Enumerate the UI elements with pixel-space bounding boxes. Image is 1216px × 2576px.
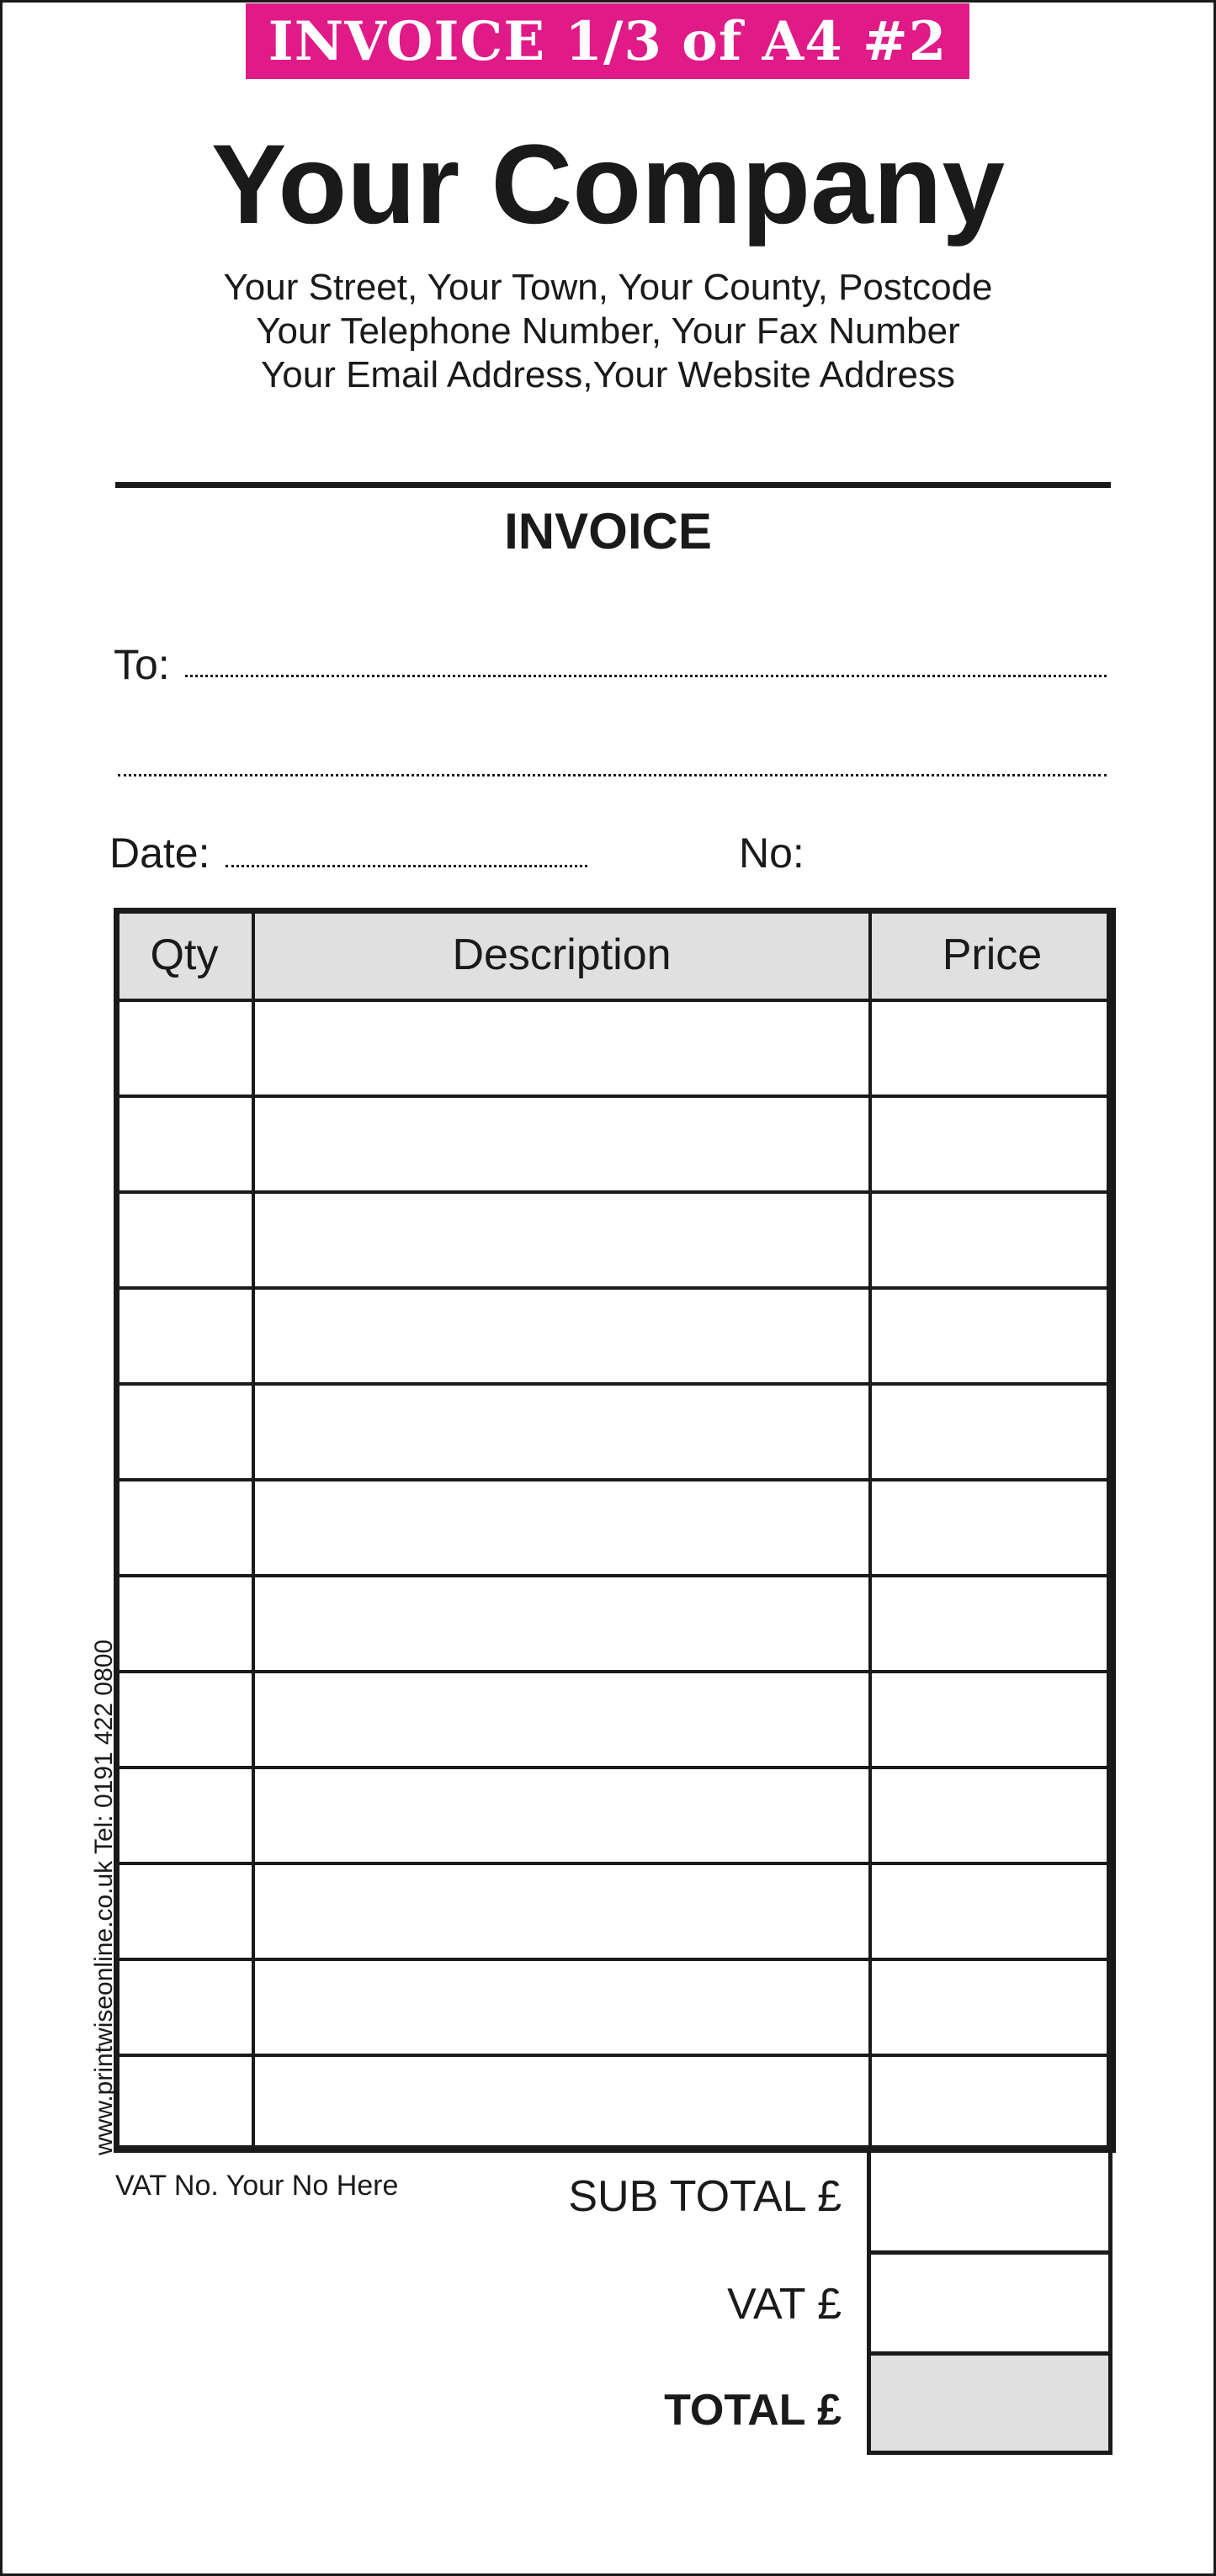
table-row bbox=[115, 1768, 1114, 1863]
total-label: TOTAL £ bbox=[664, 2386, 842, 2435]
header-divider bbox=[115, 482, 1111, 488]
number-label: No: bbox=[739, 830, 804, 877]
price-cell[interactable] bbox=[870, 1384, 1114, 1480]
table-row bbox=[115, 1576, 1114, 1672]
sub-total-box[interactable] bbox=[867, 2149, 1112, 2255]
price-cell[interactable] bbox=[870, 1480, 1114, 1576]
sub-total-label: SUB TOTAL £ bbox=[568, 2172, 842, 2221]
description-cell[interactable] bbox=[253, 1576, 870, 1672]
invoice-heading: INVOICE bbox=[504, 503, 712, 559]
total-box[interactable] bbox=[867, 2351, 1112, 2455]
description-cell[interactable] bbox=[253, 1768, 870, 1863]
price-cell[interactable] bbox=[870, 1192, 1114, 1288]
price-cell[interactable] bbox=[870, 1959, 1114, 2055]
qty-cell[interactable] bbox=[115, 1576, 253, 1672]
description-cell[interactable] bbox=[253, 1096, 870, 1192]
to-line-2[interactable] bbox=[118, 774, 1107, 777]
date-line[interactable] bbox=[226, 865, 587, 867]
qty-cell[interactable] bbox=[115, 1192, 253, 1288]
description-cell[interactable] bbox=[253, 1480, 870, 1576]
date-label: Date: bbox=[109, 830, 210, 877]
description-cell[interactable] bbox=[253, 1959, 870, 2055]
qty-cell[interactable] bbox=[115, 1288, 253, 1384]
description-cell[interactable] bbox=[253, 2055, 870, 2151]
to-line-1[interactable] bbox=[185, 675, 1107, 677]
price-cell[interactable] bbox=[870, 1768, 1114, 1863]
company-address-line: Your Street, Your Town, Your County, Postcode bbox=[223, 267, 993, 308]
price-cell[interactable] bbox=[870, 1863, 1114, 1959]
price-cell[interactable] bbox=[870, 1096, 1114, 1192]
printer-credit: www.printwiseonline.co.uk Tel: 0191 422 0800 bbox=[90, 1639, 118, 2155]
column-header-qty: Qty bbox=[115, 909, 253, 1000]
table-row bbox=[115, 1096, 1114, 1192]
price-cell[interactable] bbox=[870, 2055, 1114, 2151]
qty-cell[interactable] bbox=[115, 1096, 253, 1192]
price-cell[interactable] bbox=[870, 1576, 1114, 1672]
company-web-line: Your Email Address,Your Website Address bbox=[260, 354, 956, 395]
description-cell[interactable] bbox=[253, 1192, 870, 1288]
price-cell[interactable] bbox=[870, 1288, 1114, 1384]
to-label: To: bbox=[114, 641, 170, 688]
table-row bbox=[115, 1192, 1114, 1288]
price-cell[interactable] bbox=[870, 1000, 1114, 1096]
qty-cell[interactable] bbox=[115, 1863, 253, 1959]
column-header-description: Description bbox=[253, 909, 870, 1000]
description-cell[interactable] bbox=[253, 1863, 870, 1959]
table-row bbox=[115, 1959, 1114, 2055]
invoice-banner: INVOICE 1/3 of A4 #2 bbox=[246, 3, 969, 79]
table-row bbox=[115, 1480, 1114, 1576]
column-header-price: Price bbox=[870, 909, 1114, 1000]
company-name: Your Company bbox=[210, 122, 1006, 247]
company-contact-line: Your Telephone Number, Your Fax Number bbox=[256, 310, 960, 352]
vat-box[interactable] bbox=[867, 2250, 1112, 2356]
description-cell[interactable] bbox=[253, 1288, 870, 1384]
table-header-row bbox=[115, 909, 1114, 1000]
qty-cell[interactable] bbox=[115, 1000, 253, 1096]
vat-number: VAT No. Your No Here bbox=[115, 2170, 399, 2202]
description-cell[interactable] bbox=[253, 1672, 870, 1768]
line-items-table bbox=[114, 908, 1116, 2153]
qty-cell[interactable] bbox=[115, 1480, 253, 1576]
qty-cell[interactable] bbox=[115, 1768, 253, 1863]
description-cell[interactable] bbox=[253, 1000, 870, 1096]
qty-cell[interactable] bbox=[115, 1672, 253, 1768]
table-row bbox=[115, 1672, 1114, 1768]
price-cell[interactable] bbox=[870, 1672, 1114, 1768]
description-cell[interactable] bbox=[253, 1384, 870, 1480]
vat-label: VAT £ bbox=[727, 2280, 842, 2329]
table-row bbox=[115, 2055, 1114, 2151]
table-row bbox=[115, 1863, 1114, 1959]
table-row bbox=[115, 1384, 1114, 1480]
qty-cell[interactable] bbox=[115, 1384, 253, 1480]
table-row bbox=[115, 1000, 1114, 1096]
qty-cell[interactable] bbox=[115, 1959, 253, 2055]
qty-cell[interactable] bbox=[115, 2055, 253, 2151]
table-row bbox=[115, 1288, 1114, 1384]
